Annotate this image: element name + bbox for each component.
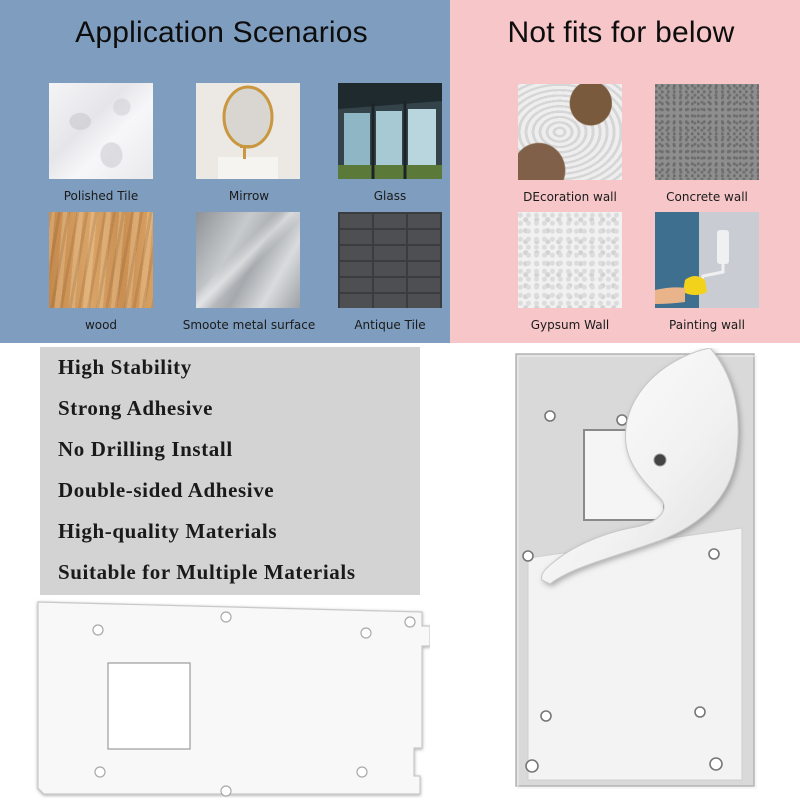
- antique-tile-image: [338, 212, 442, 308]
- antique-tile-label: Antique Tile: [354, 318, 426, 332]
- application-scenarios-panel: [0, 0, 450, 343]
- concrete-wall-label: Concrete wall: [666, 190, 748, 204]
- feature-item: No Drilling Install: [58, 437, 233, 461]
- application-scenarios-title: Application Scenarios: [75, 16, 368, 49]
- metal-surface-label: Smoote metal surface: [182, 318, 316, 332]
- feature-item: Strong Adhesive: [58, 396, 214, 420]
- gypsum-wall-image: [518, 212, 622, 308]
- wood-label: wood: [84, 318, 118, 332]
- metal-surface-image: [196, 212, 300, 308]
- not-fits-panel: [450, 0, 800, 343]
- features-box: [40, 347, 420, 595]
- wood-image: [49, 212, 153, 308]
- decoration-wall-label: DEcoration wall: [523, 190, 617, 204]
- feature-item: High Stability: [58, 355, 192, 379]
- concrete-wall-image: [655, 84, 759, 180]
- feature-item: Suitable for Multiple Materials: [58, 560, 356, 584]
- decoration-wall-image: [518, 84, 622, 180]
- polished-tile-image: [49, 83, 153, 179]
- glass-image: [338, 83, 442, 179]
- mirror-image: [196, 83, 300, 179]
- feature-item: High-quality Materials: [58, 519, 278, 543]
- polished-tile-label: Polished Tile: [63, 189, 139, 203]
- adhesive-plate-flat: [30, 598, 430, 798]
- gypsum-wall-label: Gypsum Wall: [530, 318, 610, 332]
- not-fits-title: Not fits for below: [507, 16, 735, 49]
- glass-label: Glass: [373, 189, 407, 203]
- feature-item: Double-sided Adhesive: [58, 478, 275, 502]
- mirror-label: Mirrow: [228, 189, 270, 203]
- painting-wall-label: Painting wall: [669, 318, 745, 332]
- painting-wall-image: [655, 212, 759, 308]
- adhesive-plate-peeled: [510, 348, 770, 796]
